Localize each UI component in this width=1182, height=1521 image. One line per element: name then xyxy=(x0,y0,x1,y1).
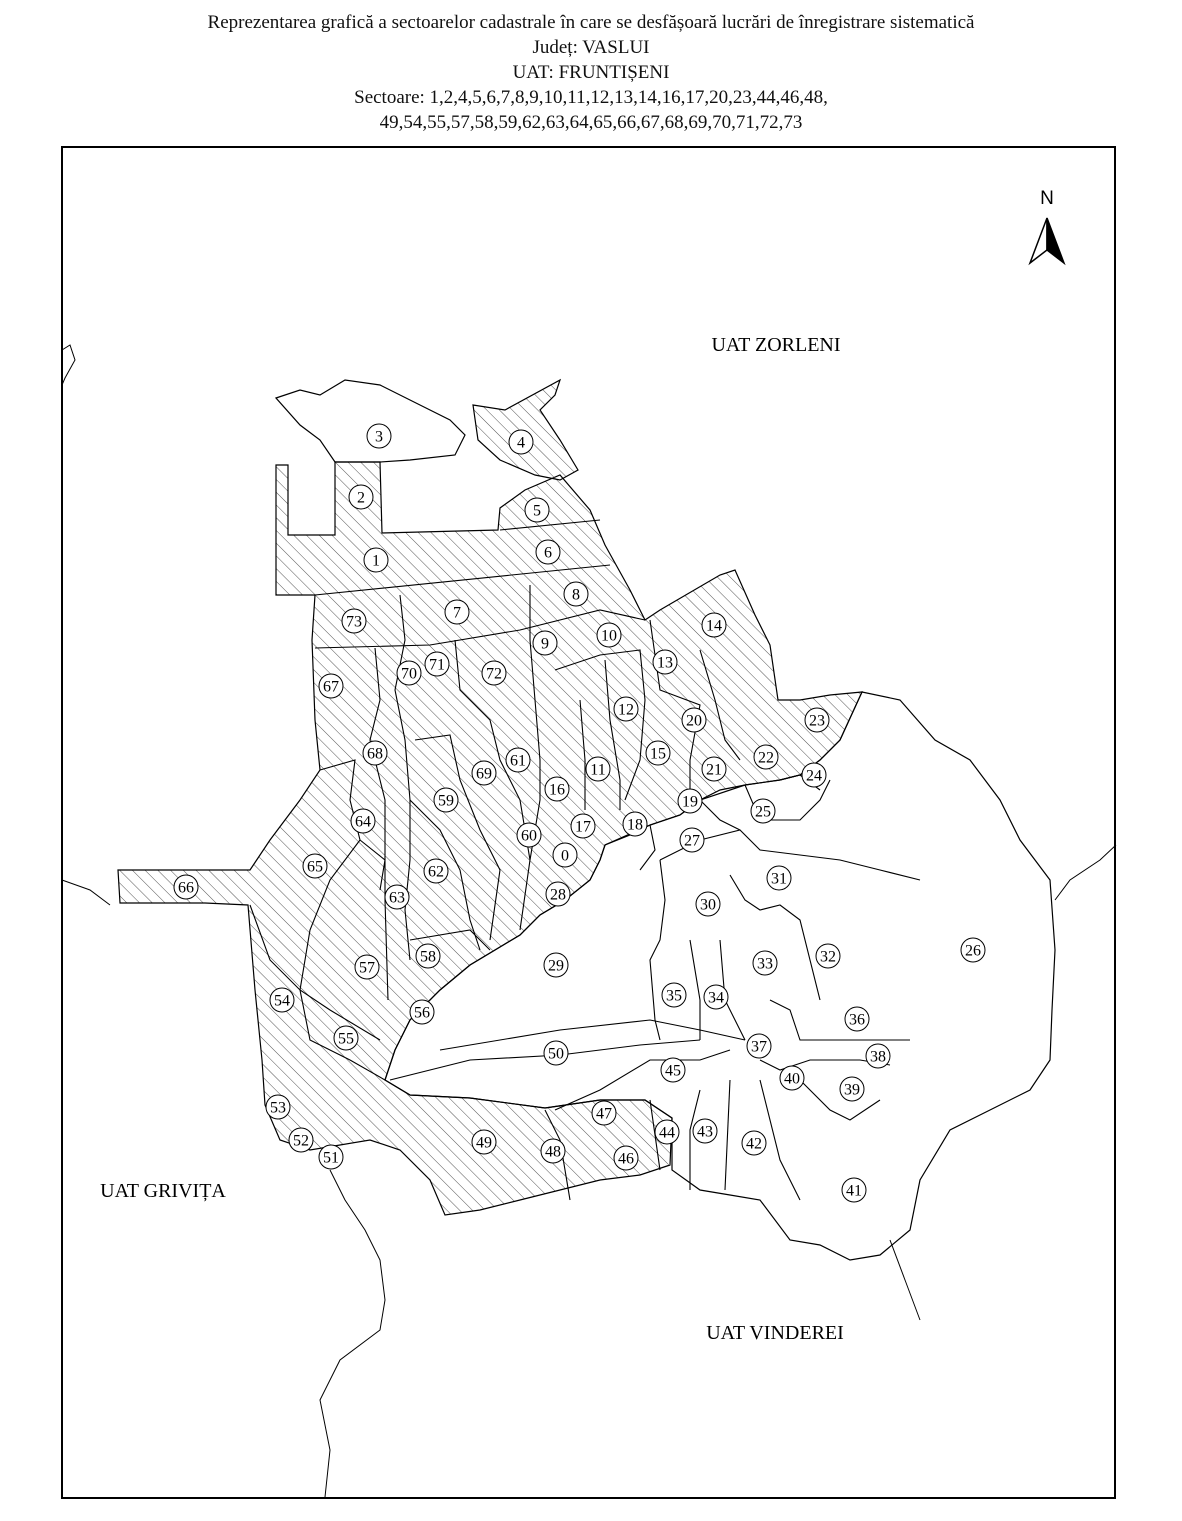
sector-label-text: 58 xyxy=(420,948,436,966)
sector-label-72 xyxy=(482,661,506,685)
sector-label-31 xyxy=(767,866,791,890)
sector-label-63 xyxy=(385,885,409,909)
sector-label-text: 12 xyxy=(618,701,634,719)
sector-label-23 xyxy=(805,708,829,732)
sector-label-text: 30 xyxy=(700,896,716,914)
sector-label-71 xyxy=(425,652,449,676)
sector-label-text: 38 xyxy=(870,1048,886,1066)
sector-label-17 xyxy=(571,814,595,838)
sector-label-38 xyxy=(866,1044,890,1068)
sector-label-56 xyxy=(410,1000,434,1024)
sector-label-70 xyxy=(397,661,421,685)
sector-label-33 xyxy=(753,951,777,975)
sector-label-65 xyxy=(303,854,327,878)
sector-label-text: 73 xyxy=(346,613,362,631)
sector-label-text: 44 xyxy=(659,1124,675,1142)
sector-label-57 xyxy=(355,955,379,979)
sector-label-text: 7 xyxy=(453,604,461,622)
sector-label-36 xyxy=(845,1007,869,1031)
sector-label-52 xyxy=(289,1128,313,1152)
sector-label-64 xyxy=(351,809,375,833)
sector-label-10 xyxy=(597,623,621,647)
sector-label-text: 16 xyxy=(549,781,565,799)
sector-label-34 xyxy=(704,985,728,1009)
sector-label-40 xyxy=(780,1066,804,1090)
sector-label-text: 23 xyxy=(809,712,825,730)
sector-label-text: 72 xyxy=(486,665,502,683)
sector-label-45 xyxy=(661,1058,685,1082)
sector-label-47 xyxy=(592,1101,616,1125)
sector-label-text: 1 xyxy=(372,552,380,570)
sector-label-text: 2 xyxy=(357,489,365,507)
sector-label-text: 62 xyxy=(428,863,444,881)
sector-label-text: 32 xyxy=(820,948,836,966)
neighbor-label-north: UAT ZORLENI xyxy=(711,334,841,356)
sector-label-67 xyxy=(319,674,343,698)
sector-label-text: 53 xyxy=(270,1099,286,1117)
neighbor-label-west: UAT GRIVIȚA xyxy=(100,1180,226,1202)
sector-label-text: 45 xyxy=(665,1062,681,1080)
hatched-sector-4 xyxy=(473,380,578,480)
sector-label-text: 35 xyxy=(666,987,682,1005)
sector-label-text: 47 xyxy=(596,1105,612,1123)
sector-label-2 xyxy=(349,485,373,509)
sector-label-55 xyxy=(334,1026,358,1050)
sector-label-60 xyxy=(517,823,541,847)
sector-label-54 xyxy=(270,988,294,1012)
sector-label-text: 54 xyxy=(274,992,290,1010)
sector-label-9 xyxy=(533,631,557,655)
sector-label-text: 18 xyxy=(627,816,643,834)
sector-label-text: 40 xyxy=(784,1070,800,1088)
sector-label-text: 71 xyxy=(429,656,445,674)
sector-label-19 xyxy=(678,789,702,813)
county-line: Județ: VASLUI xyxy=(532,37,650,58)
sector-label-text: 33 xyxy=(757,955,773,973)
sector-label-text: 3 xyxy=(375,428,383,446)
sector-label-42 xyxy=(742,1131,766,1155)
sector-label-text: 10 xyxy=(601,627,617,645)
sector-label-8 xyxy=(564,582,588,606)
sector-label-25 xyxy=(751,799,775,823)
sector-label-text: 6 xyxy=(544,544,552,562)
sector-label-7 xyxy=(445,600,469,624)
sector-label-text: 59 xyxy=(438,792,454,810)
sector-label-5 xyxy=(525,498,549,522)
sector-label-text: 41 xyxy=(846,1182,862,1200)
sector-label-18 xyxy=(623,812,647,836)
sector-label-51 xyxy=(319,1145,343,1169)
sector-label-15 xyxy=(646,741,670,765)
sector-label-text: 26 xyxy=(965,942,981,960)
sectors-line-1: Sectoare: 1,2,4,5,6,7,8,9,10,11,12,13,14,16,17,20,23,44,46,48, xyxy=(354,87,828,108)
sector-label-text: 70 xyxy=(401,665,417,683)
sectors-line-2: 49,54,55,57,58,59,62,63,64,65,66,67,68,69,70,71,72,73 xyxy=(379,112,803,133)
sector-label-21 xyxy=(702,757,726,781)
sector-label-text: 34 xyxy=(708,989,724,1007)
sector-label-66 xyxy=(174,875,198,899)
sector-label-26 xyxy=(961,938,985,962)
sector-label-4 xyxy=(509,430,533,454)
sector-label-text: 63 xyxy=(389,889,405,907)
sector-label-22 xyxy=(754,745,778,769)
sector-label-text: 25 xyxy=(755,803,771,821)
sector-label-0 xyxy=(553,843,577,867)
sector-label-41 xyxy=(842,1178,866,1202)
sector-label-text: 46 xyxy=(618,1150,634,1168)
sector-label-44 xyxy=(655,1120,679,1144)
sector-label-text: 19 xyxy=(682,793,698,811)
sector-label-text: 14 xyxy=(706,617,722,635)
sector-label-text: 17 xyxy=(575,818,591,836)
sector-label-49 xyxy=(472,1130,496,1154)
sector-label-text: 64 xyxy=(355,813,371,831)
sector-label-28 xyxy=(546,882,570,906)
sector-label-text: 55 xyxy=(338,1030,354,1048)
sector-label-text: 15 xyxy=(650,745,666,763)
sector-label-text: 24 xyxy=(806,767,822,785)
sector-label-text: 29 xyxy=(548,957,564,975)
sector-label-39 xyxy=(840,1077,864,1101)
sector-label-62 xyxy=(424,859,448,883)
hatched-sectors-area xyxy=(118,462,862,1215)
sector-label-53 xyxy=(266,1095,290,1119)
sector-label-48 xyxy=(541,1139,565,1163)
sector-label-24 xyxy=(802,763,826,787)
sector-label-text: 4 xyxy=(517,434,525,452)
sector-label-11 xyxy=(586,757,610,781)
sector-label-text: 49 xyxy=(476,1134,492,1152)
sector-label-61 xyxy=(506,748,530,772)
sector-label-6 xyxy=(536,540,560,564)
sector-label-13 xyxy=(653,650,677,674)
sector-label-46 xyxy=(614,1146,638,1170)
sector-label-text: 13 xyxy=(657,654,673,672)
sector-label-text: 21 xyxy=(706,761,722,779)
sector-label-30 xyxy=(696,892,720,916)
sector-label-text: 57 xyxy=(359,959,375,977)
sector-label-59 xyxy=(434,788,458,812)
sector-label-1 xyxy=(364,548,388,572)
sector-label-text: 61 xyxy=(510,752,526,770)
sector-label-37 xyxy=(747,1034,771,1058)
sector-label-text: 66 xyxy=(178,879,194,897)
sector-label-text: 60 xyxy=(521,827,537,845)
sector-label-3 xyxy=(367,424,391,448)
sector-label-text: 28 xyxy=(550,886,566,904)
sector-label-text: 20 xyxy=(686,712,702,730)
sector-label-text: 11 xyxy=(590,761,606,779)
sector-label-16 xyxy=(545,777,569,801)
sector-label-27 xyxy=(680,828,704,852)
sector-label-text: 50 xyxy=(548,1045,564,1063)
sector-label-43 xyxy=(693,1119,717,1143)
sector-label-text: 37 xyxy=(751,1038,767,1056)
sector-label-14 xyxy=(702,613,726,637)
sector-label-text: 68 xyxy=(367,745,383,763)
sector-label-50 xyxy=(544,1041,568,1065)
sector-label-text: 9 xyxy=(541,635,549,653)
sector-3-outline xyxy=(276,380,465,462)
sector-label-text: 43 xyxy=(697,1123,713,1141)
sector-label-text: 67 xyxy=(323,678,339,696)
sector-label-32 xyxy=(816,944,840,968)
sector-label-73 xyxy=(342,609,366,633)
sector-label-text: 0 xyxy=(561,847,569,865)
sector-label-text: 22 xyxy=(758,749,774,767)
sector-label-35 xyxy=(662,983,686,1007)
sector-label-text: 39 xyxy=(844,1081,860,1099)
sector-label-text: 65 xyxy=(307,858,323,876)
north-arrow-icon xyxy=(1030,188,1064,263)
sector-label-text: 69 xyxy=(476,765,492,783)
sector-label-68 xyxy=(363,741,387,765)
north-label: N xyxy=(1040,188,1054,209)
sector-label-text: 31 xyxy=(771,870,787,888)
sector-label-text: 36 xyxy=(849,1011,865,1029)
sector-label-20 xyxy=(682,708,706,732)
sector-label-12 xyxy=(614,697,638,721)
sector-label-text: 51 xyxy=(323,1149,339,1167)
sector-label-text: 48 xyxy=(545,1143,561,1161)
sector-label-58 xyxy=(416,944,440,968)
sector-label-text: 5 xyxy=(533,502,541,520)
sector-label-text: 27 xyxy=(684,832,700,850)
sector-label-text: 52 xyxy=(293,1132,309,1150)
sector-label-29 xyxy=(544,953,568,977)
sector-label-text: 56 xyxy=(414,1004,430,1022)
sector-label-69 xyxy=(472,761,496,785)
neighbor-label-south: UAT VINDEREI xyxy=(706,1322,844,1344)
sector-label-text: 8 xyxy=(572,586,580,604)
title-line: Reprezentarea grafică a sectoarelor cadastrale în care se desfășoară lucrări de înregistrare sistematică xyxy=(207,12,975,33)
sector-label-text: 42 xyxy=(746,1135,762,1153)
uat-line: UAT: FRUNTIȘENI xyxy=(512,62,670,83)
